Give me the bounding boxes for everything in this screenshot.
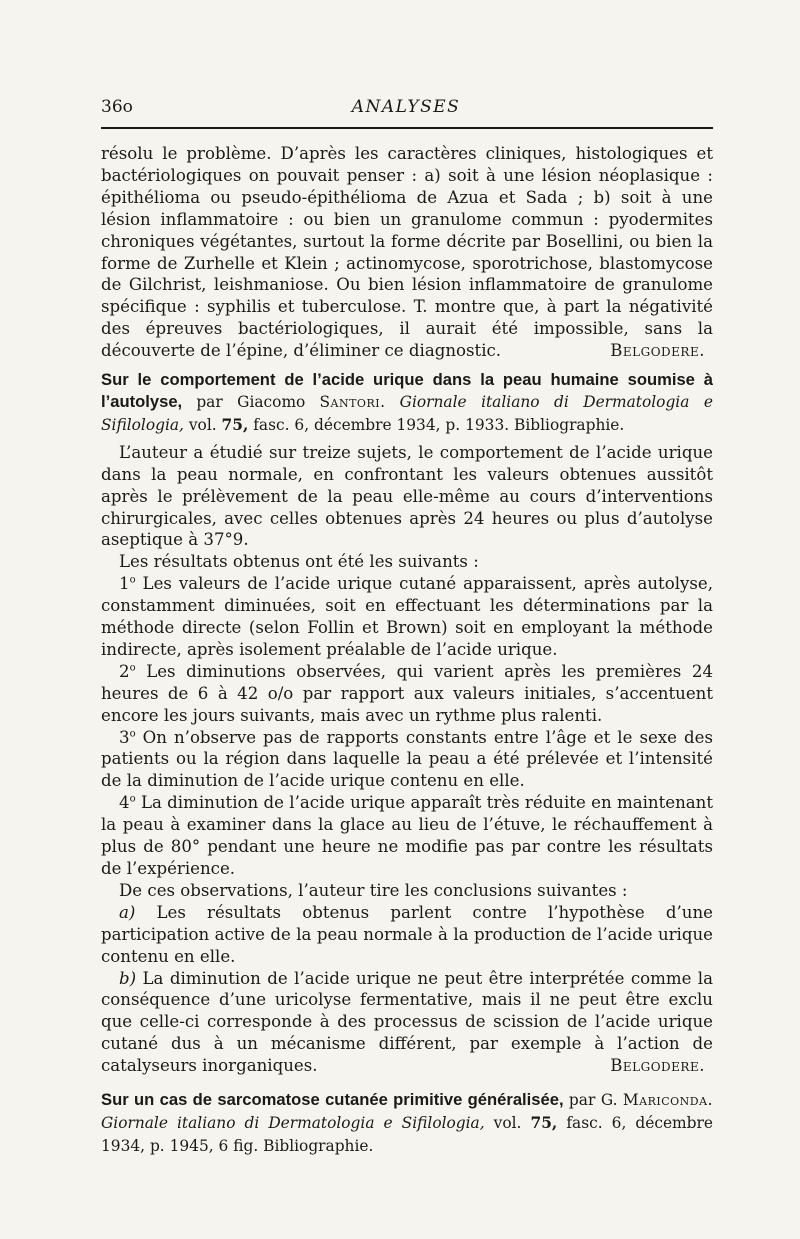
paragraph: De ces observations, l’auteur tire les conclusions suivantes : [119,880,628,900]
reviewer-signature: Belgodere. [610,341,705,361]
paragraph: Les résultats obtenus ont été les suivants : [119,552,479,572]
numbered-paragraph: 1$^o$ Les valeurs de l’acide urique cutané apparaissent, après autolyse, constamment diminuées, soit en effectuant les déterminations par la méthode directe (selon Follin et Brown) soit en employant la méthode indirecte, après isolement préalable de l’acide urique. [101,574,714,659]
continued-paragraph: résolu le problème. D’après les caractères cliniques, histologiques et bactériologiques on pouvait penser : a) soit à une lésion néoplasique : épithélioma ou pseudo-épithélioma de Azua et Sada ; b) soit à une lésion inflammatoire : ou bien un granulome commun : pyodermites chroniques végétantes, surtout la forme décrite par Bosellini, ou bien la forme de Zurhelle et Klein ; actinomycose, sporotrichose, blastomycose de Gilchrist, leishmaniose. Ou bien lésion inflammatoire de granulome spécifique : syphilis et tuberculose. T. montre que, à part la négativité des épreuves bactériologiques, il aurait été impossible, sans la découverte de l’épine, d’éliminer ce diagnostic. Belgodere. [101,144,713,361]
article-author: Mariconda. [622,1091,713,1110]
journal-name: Giornale italiano di Dermatologia e Sifilologia, [101,1113,485,1132]
journal-name: Giornale italiano di Dermatologia e Sifilologia, [101,392,713,434]
page-body [101,143,713,1158]
reviewer-signature: Belgodere. [610,1056,705,1076]
page-number: 36o [101,97,133,117]
article-author: Santori. [319,392,386,411]
paragraph: L’auteur a étudié sur treize sujets, le comportement de l’acide urique dans la peau normale, en confrontant les valeurs obtenues aussitôt après le prélèvement de la peau elle-même au cours d’interventions chirurgicales, avec celles obtenues après 24 heures ou plus d’autolyse aseptique à 37°9. [101,442,713,550]
article-details: fasc. 6, décembre 1934, p. 1945, 6 fig. Bibliographie. [101,1113,713,1155]
volume-number: 75, [221,415,249,434]
numbered-paragraph: 2$^o$ Les diminutions observées, qui varient après les premières 24 heures de 6 à 42 o/o par rapport aux valeurs initiales, s’accentuent encore les jours suivants, mais avec un rythme plus ralenti. [101,661,713,725]
volume-number: 75, [530,1113,558,1132]
article-heading: Sur un cas de sarcomatose cutanée primitive généralisée, par G. Mariconda. Giornale italiano di Dermatologia e Sifilologia, vol. 75, fasc. 6, décembre 1934, p. 1945, 6 fig. Bibliographie. [101,1090,713,1155]
article-details: fasc. 6, décembre 1934, p. 1933. Bibliographie. [253,415,625,434]
numbered-paragraph: 3$^o$ On n’observe pas de rapports constants entre l’âge et le sexe des patients ou la région dans laquelle la peau a été prélevée et l’intensité de la diminution de l’acide urique contenu en elle. [101,727,713,791]
article-title: Sur le comportement de l’acide urique dans la peau humaine soumise à l’autolyse, [101,370,713,411]
lettered-paragraph: b) La diminution de l’acide urique ne peut être interprétée comme la conséquence d’une uricolyse fermentative, mais il ne peut être exclu que celle-ci corresponde à des processus de scission de l’acide urique cutané dus à un mécanisme différent, par exemple à l’action de catalyseurs inorganiques. Belgodere. [101,968,714,1076]
lettered-paragraph: a) Les résultats obtenus parlent contre l’hypothèse d’une participation active de la peau normale à la production de l’acide urique contenu en elle. [101,902,713,966]
running-title: ANALYSES [351,97,461,117]
page-header [101,97,711,121]
header-rule [101,127,713,129]
article-title: Sur un cas de sarcomatose cutanée primitive généralisée, [101,1090,564,1110]
article-heading: Sur le comportement de l’acide urique dans la peau humaine soumise à l’autolyse, par Giacomo Santori. Giornale italiano di Dermatologia e Sifilologia, vol. 75, fasc. 6, décembre 1934, p. 1933. Bibliographie. [101,370,713,434]
numbered-paragraph: 4$^o$ La diminution de l’acide urique apparaît très réduite en maintenant la peau à examiner dans la glace au lieu de l’étuve, le réchauffement à plus de 80° pendant une heure ne modifie pas par contre les résultats de l’expérience. [101,793,714,878]
